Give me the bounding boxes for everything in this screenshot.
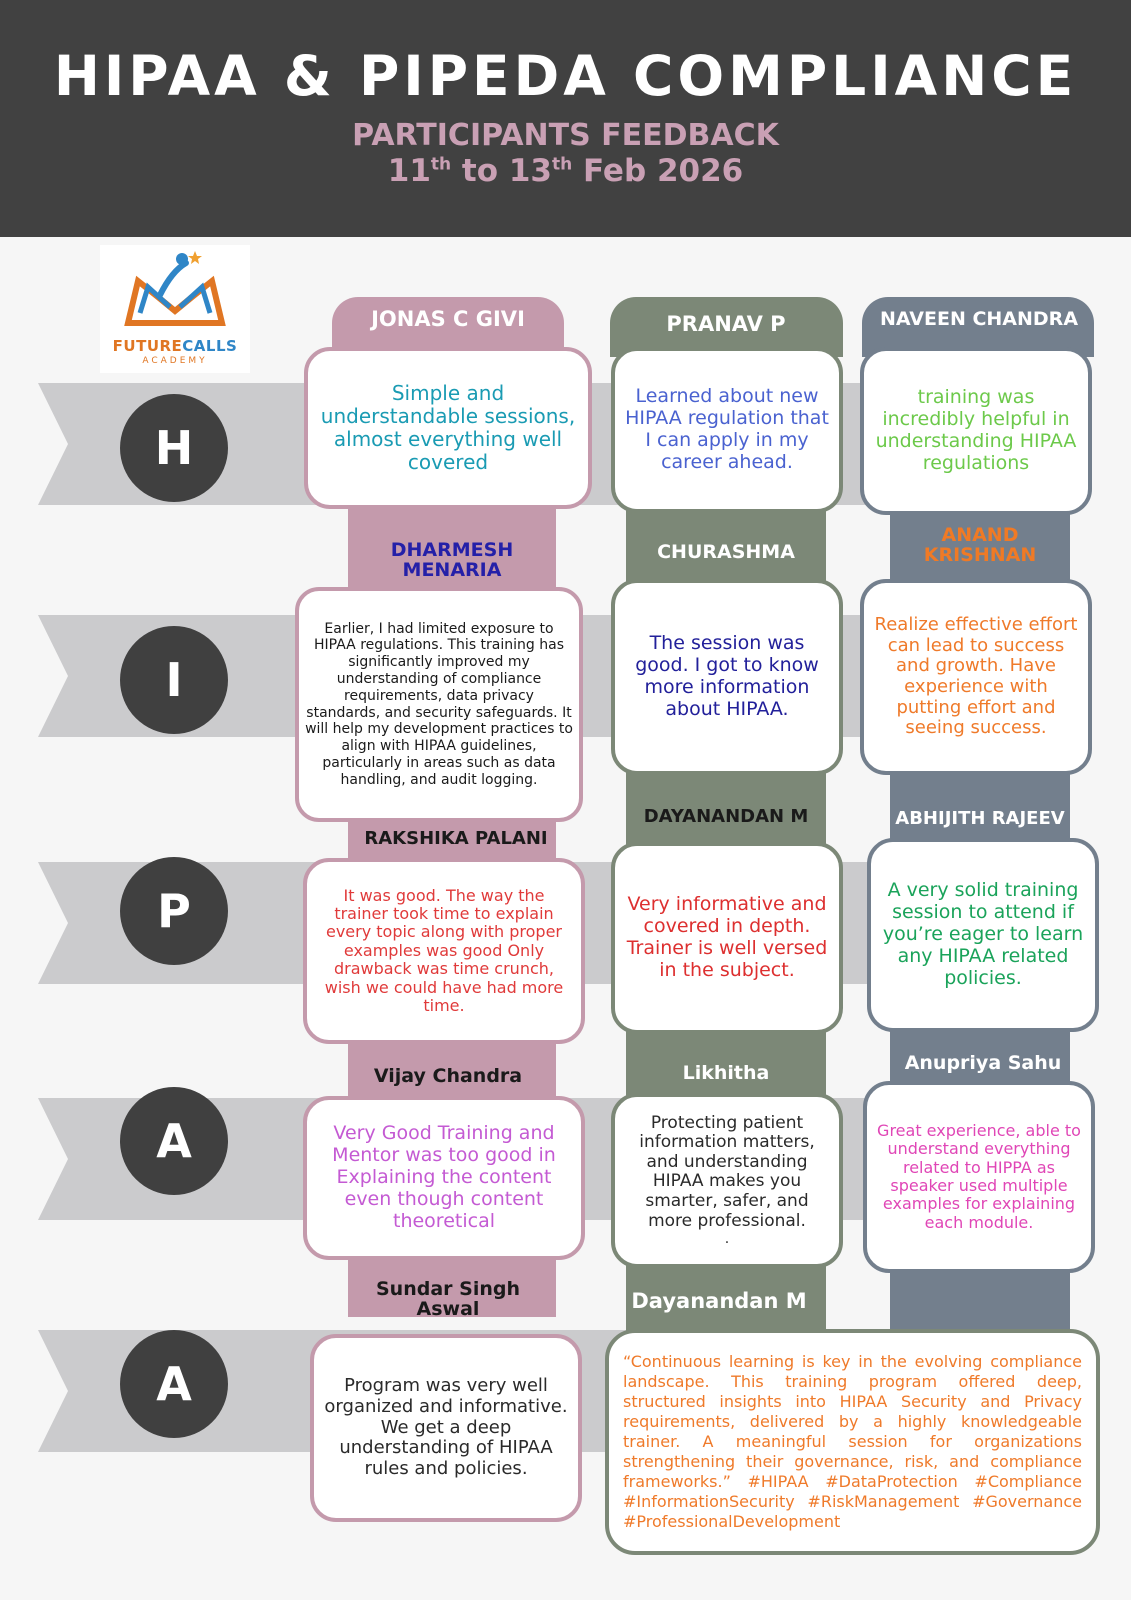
participant-name: Anupriya Sahu: [904, 1052, 1062, 1074]
letter-circle-h: H: [120, 394, 228, 502]
feedback-text: Simple and understandable sessions, almost everything well covered: [320, 381, 576, 474]
participant-name: PRANAV P: [666, 312, 786, 336]
logo-subtitle: ACADEMY: [142, 356, 208, 366]
feedback-card: [303, 1096, 585, 1260]
feedback-text: Protecting patient information matters, and understanding HIPAA makes you smarter, safer, and more professional.: [639, 1112, 815, 1231]
feedback-text: “Continuous learning is key in the evolving compliance landscape. This training program offered deep, structured insights into HIPAA Security and Privacy requirements, delivered by a highly knowledgeable trainer. A meaningful session for organizations strengthening their governance, risk, and compliance frameworks.” #HIPAA #DataProtection #Compliance #InformationSecurity #RiskManagement #Governance #ProfessionalDevelopment: [623, 1352, 1082, 1531]
date-to: to: [451, 153, 509, 189]
logo-word-future: FUTURE: [112, 337, 183, 355]
logo-wordmark: [100, 337, 250, 355]
feedback-text-group: [625, 1114, 829, 1247]
letter-circle-p: P: [120, 857, 228, 965]
date-end-day: 13: [508, 153, 552, 189]
page-subtitle: PARTICIPANTS FEEDBACK: [352, 118, 779, 153]
feedback-card: [310, 1334, 582, 1522]
trailing-dot: .: [724, 1231, 730, 1248]
futurecalls-logo: [100, 245, 250, 373]
date-end-suffix: th: [551, 154, 573, 175]
participant-name: Sundar Singh Aswal: [376, 1278, 520, 1320]
participant-name: ABHIJITH RAJEEV: [895, 808, 1065, 829]
feedback-text: A very solid training session to attend if you’re eager to learn any HIPAA related policies.: [882, 879, 1084, 989]
feedback-card: [611, 1093, 843, 1268]
feedback-card: [295, 587, 583, 822]
participant-name: DHARMESH MENARIA: [390, 539, 514, 581]
event-dates: [0, 153, 1131, 189]
feedback-card: [860, 579, 1092, 775]
date-rest: Feb 2026: [572, 153, 744, 189]
feedback-text: Realize effective effort can lead to success and growth. Have experience with putting effort and seeing success.: [874, 613, 1078, 739]
feedback-card: [860, 347, 1092, 515]
feedback-card: [304, 347, 592, 509]
feedback-text: training was incredibly helpful in understanding HIPAA regulations: [875, 386, 1077, 474]
participant-name: Vijay Chandra: [373, 1065, 523, 1087]
feedback-card: [611, 579, 843, 775]
feedback-card: [611, 347, 843, 513]
open-book-icon: [120, 251, 230, 331]
feedback-text: Great experience, able to understand everything related to HIPPA as speaker used multiple examples for explaining each module.: [877, 1120, 1081, 1232]
feedback-text: Very informative and covered in depth. Trainer is well versed in the subject.: [626, 893, 828, 981]
letter-circle-a: A: [120, 1087, 228, 1195]
feedback-card: [605, 1329, 1100, 1555]
feedback-text: It was good. The way the trainer took time to explain every topic along with proper examples was good Only drawback was time crunch, wish we could have had more time.: [324, 885, 564, 1015]
feedback-card: [303, 858, 585, 1044]
header-banner: [0, 0, 1131, 237]
participant-name: JONAS C GIVI: [371, 307, 525, 331]
participant-name: DAYANANDAN M: [643, 806, 809, 827]
feedback-text: Earlier, I had limited exposure to HIPAA regulations. This training has significantly improved my understanding of compliance requirements, data privacy standards, and security safeguards. It will help my development practices to align with HIPAA guidelines, particularly in areas such as data handling, and audit logging.: [305, 620, 573, 788]
feedback-card: [867, 838, 1099, 1032]
letter-circle-a-second: A: [120, 1330, 228, 1438]
logo-word-calls: CALLS: [182, 337, 238, 355]
date-start-day: 11: [387, 153, 431, 189]
feedback-card: [863, 1081, 1095, 1273]
page-title: HIPAA & PIPEDA COMPLIANCE: [53, 44, 1078, 108]
participant-name: NAVEEN CHANDRA: [879, 308, 1079, 330]
participant-name: Dayanandan M: [631, 1289, 807, 1313]
letter-circle-i: I: [120, 626, 228, 734]
feedback-card: [611, 842, 843, 1034]
participant-name: CHURASHMA: [657, 541, 795, 563]
feedback-text: Program was very well organized and informative. We get a deep understanding of HIPAA rules and policies.: [324, 1375, 568, 1480]
feedback-text: Learned about new HIPAA regulation that I can apply in my career ahead.: [625, 385, 829, 473]
date-start-suffix: th: [430, 154, 452, 175]
participant-name: ANAND KRISHNAN: [923, 524, 1037, 566]
participant-name: RAKSHIKA PALANI: [364, 828, 548, 849]
feedback-text: Very Good Training and Mentor was too good in Explaining the content even though content theoretical: [332, 1122, 556, 1232]
participant-name: Likhitha: [682, 1062, 770, 1084]
feedback-text: The session was good. I got to know more information about HIPAA.: [635, 632, 819, 720]
